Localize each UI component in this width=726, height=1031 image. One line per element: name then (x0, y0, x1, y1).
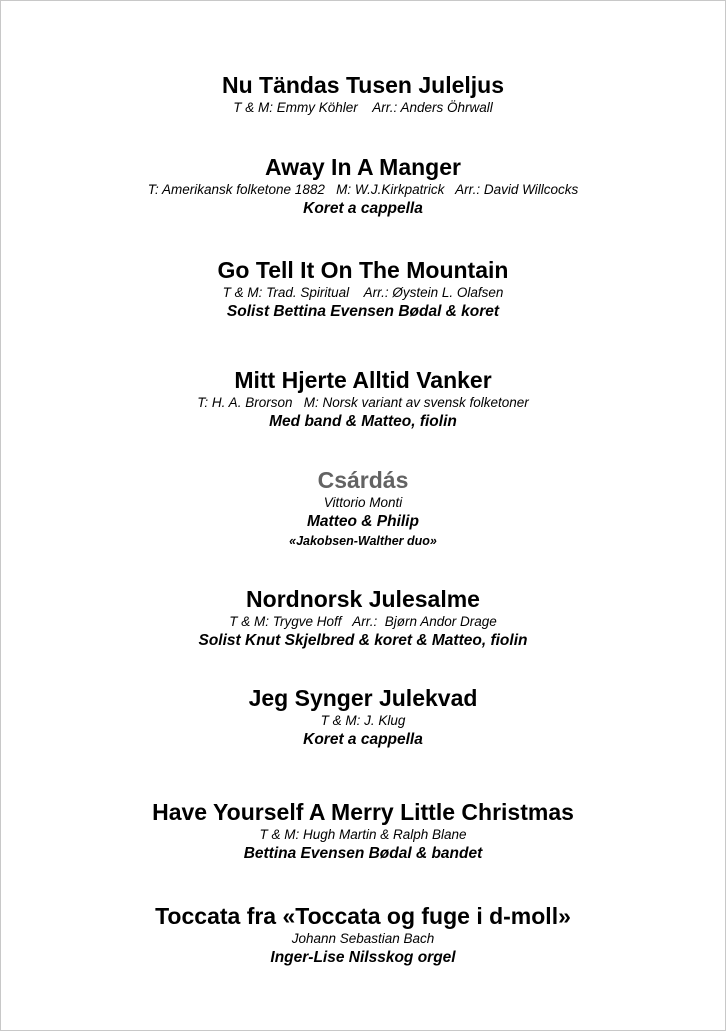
song-performers: Koret a cappella (303, 200, 423, 217)
song-credit: T & M: Trygve Hoff Arr.: Bjørn Andor Drage (229, 614, 497, 629)
song-credit: Johann Sebastian Bach (291, 931, 435, 946)
song-title: Go Tell It On The Mountain (217, 257, 509, 283)
song-title: Mitt Hjerte Alltid Vanker (234, 367, 492, 393)
song-performers: Solist Bettina Evensen Bødal & koret (226, 303, 500, 320)
song-credit: T & M: Emmy Köhler Arr.: Anders Öhrwall (233, 100, 493, 115)
song-title: Csárdás (317, 467, 409, 493)
song-performers: Solist Knut Skjelbred & koret & Matteo, fiolin (198, 632, 528, 649)
song-credit: T & M: J. Klug (320, 713, 406, 728)
song-credit: T & M: Trad. Spiritual Arr.: Øystein L. Olafsen (222, 285, 504, 300)
song-title: Nordnorsk Julesalme (246, 586, 480, 612)
song-title: Away In A Manger (265, 154, 461, 180)
song-title: Nu Tändas Tusen Juleljus (221, 72, 505, 98)
song-credit: T: H. A. Brorson M: Norsk variant av svensk folketoner (197, 395, 529, 410)
song-performers: Koret a cappella (303, 731, 423, 748)
song-title: Have Yourself A Merry Little Christmas (152, 799, 574, 825)
song-title: Jeg Synger Julekvad (248, 685, 478, 711)
program-item (1, 366, 725, 432)
song-performers: Med band & Matteo, fiolin (269, 413, 457, 430)
program-item (1, 902, 725, 968)
song-performers: Inger-Lise Nilsskog orgel (270, 949, 456, 966)
program-item (1, 153, 725, 219)
program-item (1, 466, 725, 550)
song-credit: T & M: Hugh Martin & Ralph Blane (259, 827, 467, 842)
song-credit: T: Amerikansk folketone 1882 M: W.J.Kirkpatrick Arr.: David Willcocks (147, 182, 579, 197)
ensemble-name: «Jakobsen-Walther duo» (289, 534, 437, 548)
song-performers: Matteo & Philip (307, 513, 419, 530)
song-title: Toccata fra «Toccata og fuge i d-moll» (155, 903, 571, 929)
program-item (1, 71, 725, 117)
song-credit: Vittorio Monti (323, 495, 403, 510)
program-item (1, 256, 725, 322)
song-performers: Bettina Evensen Bødal & bandet (243, 845, 483, 862)
program-item (1, 684, 725, 750)
program-item (1, 798, 725, 864)
program-item (1, 585, 725, 651)
